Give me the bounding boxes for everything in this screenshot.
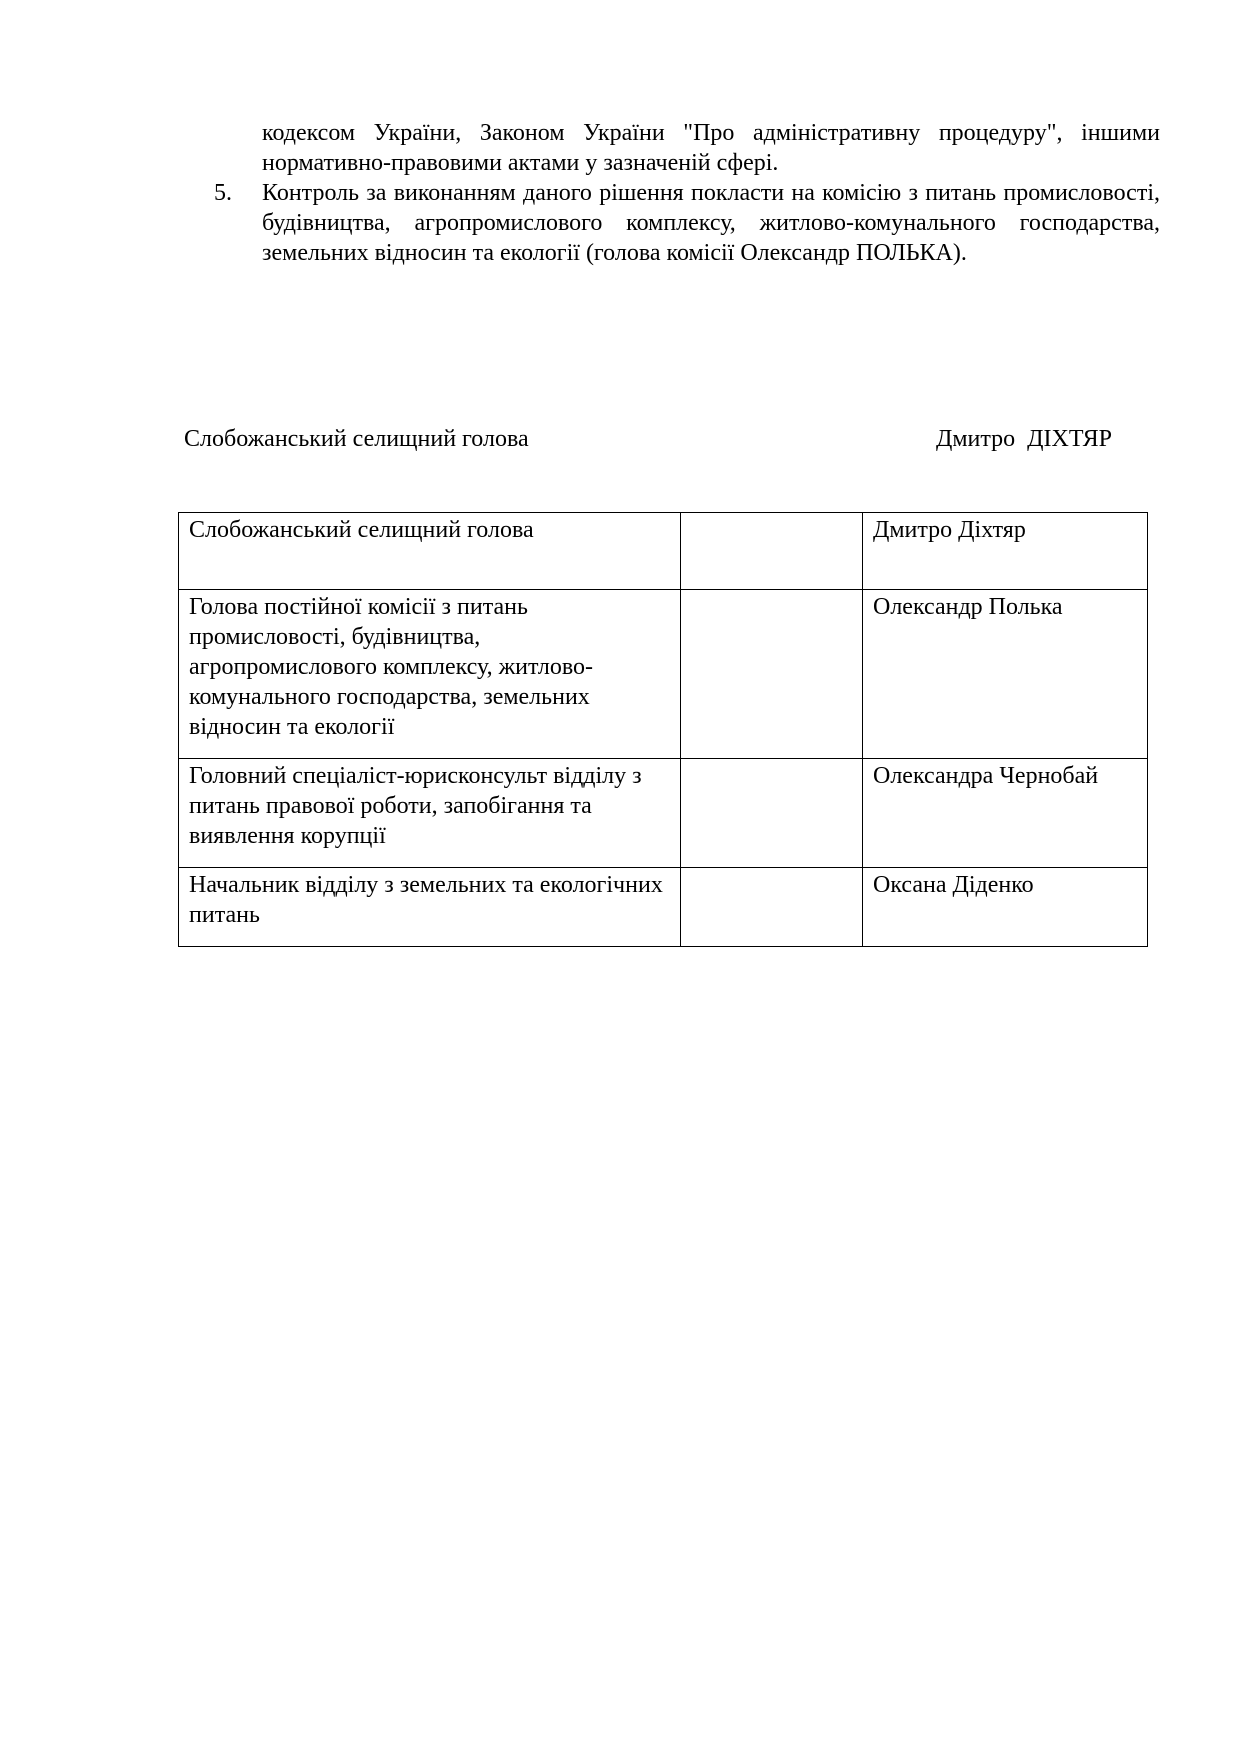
signature-role: Слобожанський селищний голова <box>184 426 529 452</box>
name-cell: Олександр Полька <box>863 590 1148 759</box>
signature-name: Дмитро ДІХТЯР <box>936 426 1112 452</box>
name-cell: Дмитро Діхтяр <box>863 513 1148 590</box>
table-row <box>179 513 1148 590</box>
position-cell: Головний спеціаліст-юрисконсульт відділу з питань правової роботи, запобігання та виявлення корупції <box>179 759 681 868</box>
signature-cell <box>681 513 863 590</box>
position-cell: Начальник відділу з земельних та екологічних питань <box>179 868 681 947</box>
table-row <box>179 868 1148 947</box>
signature-cell <box>681 759 863 868</box>
signature-cell <box>681 868 863 947</box>
position-cell: Голова постійної комісії з питань промисловості, будівництва, агропромислового комплексу, житлово-комунального господарства, земельних відносин та екології <box>179 590 681 759</box>
table-row <box>179 590 1148 759</box>
name-cell: Олександра Чернобай <box>863 759 1148 868</box>
paragraph-continuation: кодексом України, Законом України "Про адміністративну процедуру", іншими нормативно-правовими актами у зазначеній сфері. <box>262 120 1160 176</box>
table-row <box>179 759 1148 868</box>
signature-cell <box>681 590 863 759</box>
list-item-number: 5. <box>214 180 232 206</box>
approval-table <box>178 512 1148 947</box>
position-cell: Слобожанський селищний голова <box>179 513 681 590</box>
name-cell: Оксана Діденко <box>863 868 1148 947</box>
list-item-text: Контроль за виконанням даного рішення покласти на комісію з питань промисловості, будівництва, агропромислового комплексу, житлово-комунального господарства, земельних відносин та екології (голова комісії Олександр ПОЛЬКА). <box>262 180 1160 266</box>
